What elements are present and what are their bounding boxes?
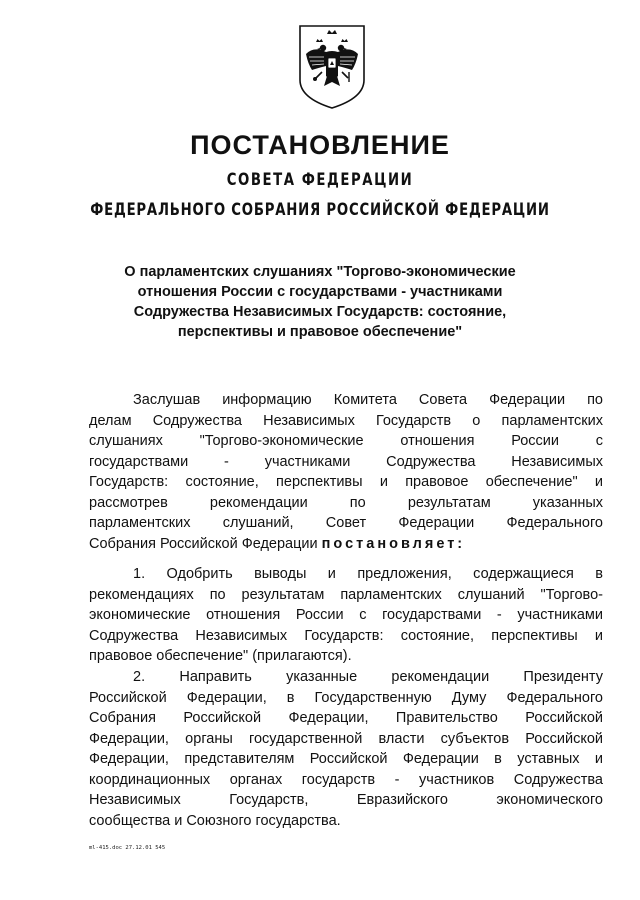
resolution-subject [60,262,580,342]
resolution-item-2 [89,667,603,831]
paragraph-line: Федерации, органы государственной власти субъектов Российской [89,730,603,747]
subject-line: отношения России с государствами - участниками [137,284,503,300]
paragraph-line-text: Собрания Российской Федерации [89,535,322,552]
paragraph-line: Российской Федерации, в Государственную Думу Федерального [89,689,603,706]
paragraph-line: 1. Одобрить выводы и предложения, содержащиеся в [133,566,603,582]
paragraph-line: рекомендациях по результатам парламентских слушаний "Торгово- [89,586,603,603]
document-subtitle-line2: ФЕДЕРАЛЬНОГО СОБРАНИЯ РОССИЙСКОЙ ФЕДЕРАЦИИ [90,200,550,220]
paragraph-line: слушаниях "Торгово-экономические отношения России с [89,433,603,449]
paragraph-line: Собрания Российской Федерации, Правительство Российской [89,710,603,726]
resolution-item-1 [89,564,603,667]
paragraph-line: Заслушав информацию Комитета Совета Федерации по [133,392,603,408]
subject-line: Содружества Независимых Государств: состояние, [133,304,507,320]
preamble-paragraph [89,390,603,554]
footer-doc-code: ml-415.doc 27.12.01 545 [89,845,166,851]
document-subtitle-line1: СОВЕТА ФЕДЕРАЦИИ [226,170,414,190]
paragraph-line: делам Содружества Независимых Государств о парламентских [89,412,603,429]
paragraph-line: Федерации, представителям Российской Федерации в уставных и [89,751,603,767]
paragraph-line [89,534,603,555]
paragraph-line: парламентских слушаний, Совет Федерации Федерального [89,515,603,531]
paragraph-line: сообщества и Союзного государства. [89,812,341,829]
subject-line: О парламентских слушаниях "Торгово-экономические [124,264,516,280]
paragraph-line: координационных органах государств - участников Содружества [89,771,603,788]
resolves-word: постановляет: [321,535,466,552]
paragraph-line: Независимых Государств, Евразийского экономического [89,792,603,808]
paragraph-line: экономические отношения России с государствами - участниками [89,607,603,623]
paragraph-line: правовое обеспечение" (прилагаются). [89,648,352,664]
paragraph-line: рассмотрев рекомендации по результатам указанных [89,494,603,511]
coat-of-arms-emblem-icon [296,24,368,110]
paragraph-line: 2. Направить указанные рекомендации Президенту [133,669,603,685]
paragraph-line: государствами - участниками Содружества Независимых [89,453,603,470]
subject-line: перспективы и правовое обеспечение" [177,324,463,340]
paragraph-line: Содружества Независимых Государств: состояние, перспективы и [89,627,603,644]
document-title: ПОСТАНОВЛЕНИЕ [190,130,450,160]
paragraph-line: Государств: состояние, перспективы и правовое обеспечение" и [89,474,603,490]
